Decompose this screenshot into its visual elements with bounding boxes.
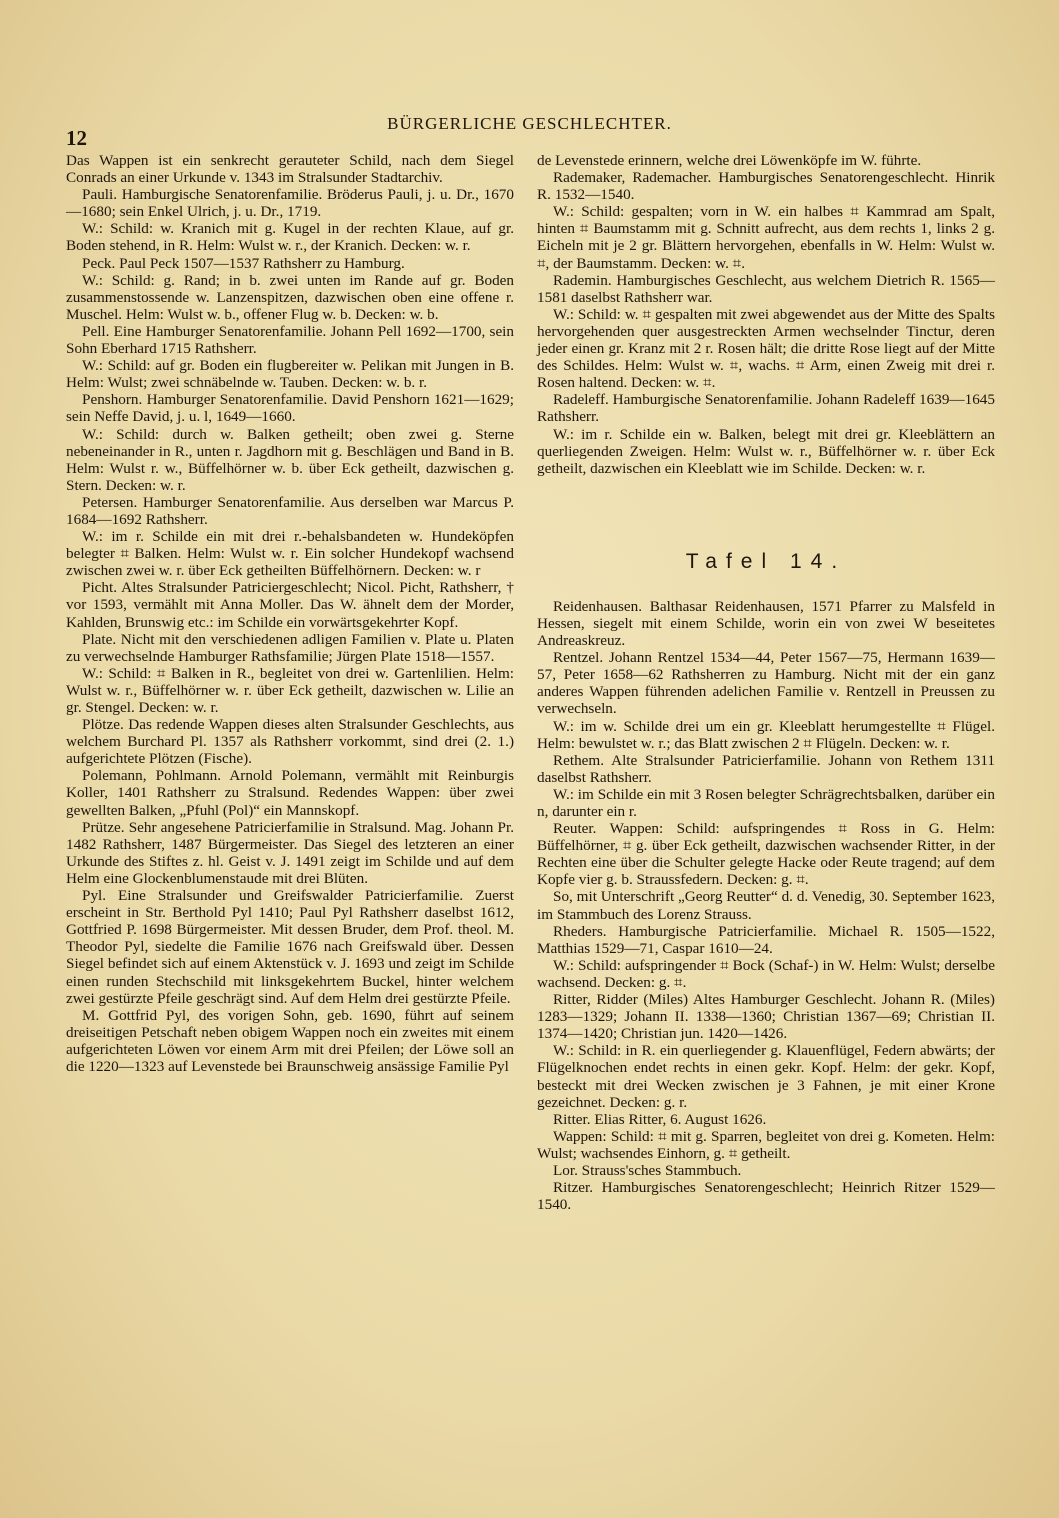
paragraph: W.: Schild: gespalten; vorn in W. ein halbes ⌗ Kammrad am Spalt, hinten ⌗ Baumstamm mit g. Schnitt aufrecht, aus dem rechts 1, links 2 g. Eicheln mit je 2 gr. Blättern hervorgehen, ebenfalls in W. Helm: Wulst w. ⌗, der Baumstamm. Decken: w. ⌗.: [537, 203, 995, 272]
paragraph: W.: im w. Schilde drei um ein gr. Kleeblatt herumgestellte ⌗ Flügel. Helm: bewulstet w. r.; das Blatt zwischen 2 ⌗ Flügeln. Decken: w. r.: [537, 717, 995, 752]
entry-ploetze: Plötze. Das redende Wappen dieses alten Stralsunder Geschlechts, aus welchem Burchard Pl. 1357 als Rathsherr vorkommt, sind drei (2. 1.) aufgerichtete Plötzen (Fische).: [66, 716, 514, 768]
paragraph: W.: Schild: durch w. Balken getheilt; oben zwei g. Sterne nebeneinander in R., unten r. Jagdhorn mit g. Beschlägen und Band in B. Helm: Wulst r. w., Büffelhörner w. b. über Eck getheilt, dazwischen g. Stern. Decken: w. r.: [66, 425, 514, 494]
entry-rademin: Rademin. Hamburgisches Geschlecht, aus welchem Dietrich R. 1565—1581 daselbst Rathsherr war.: [537, 271, 995, 306]
paragraph: M. Gottfrid Pyl, des vorigen Sohn, geb. 1690, führt auf seinem dreiseitigen Petschaft neben obigem Wappen noch ein zweites mit einem aufgerichteten Löwen vor einem Arm mit drei Pfeilen; der Löwe soll an die 1220—1323 auf Levenstede bei Braunschweig ansässige Familie Pyl: [66, 1006, 514, 1075]
entry-polemann: Polemann, Pohlmann. Arnold Polemann, vermählt mit Reinburgis Koller, 1401 Rathsherr zu Stralsund. Redendes Wappen: über zwei gewellten Balken, „Pfuhl (Pol)“ ein Mannskopf.: [66, 767, 514, 819]
entry-pell: Pell. Eine Hamburger Senatorenfamilie. Johann Pell 1692—1700, sein Sohn Eberhard 1715 Rathsherr.: [66, 322, 514, 358]
right-column: [537, 152, 995, 1213]
entry-rademaker: Rademaker, Rademacher. Hamburgisches Senatorengeschlecht. Hinrik R. 1532—1540.: [537, 169, 995, 204]
paragraph: W.: Schild: auf gr. Boden ein flugbereiter w. Pelikan mit Jungen in B. Helm: Wulst; zwei schnäbelnde w. Tauben. Decken: w. b. r.: [66, 357, 514, 392]
entry-reidenhausen: Reidenhausen. Balthasar Reidenhausen, 1571 Pfarrer zu Malsfeld in Hessen, siegelt mit einem Schilde, worin ein von zwei W beseitetes Andreaskreuz.: [537, 597, 995, 650]
entry-plate: Plate. Nicht mit den verschiedenen adligen Familien v. Plate u. Platen zu verwechselnde Hamburger Rathsfamilie; Jürgen Plate 1518—1557.: [66, 630, 514, 665]
paragraph: W.: Schild: g. Rand; in b. zwei unten im Rande auf gr. Boden zusammenstossende w. Lanzenspitzen, dazwischen oben eine offene r. Muschel. Helm: Wulst w. b., offener Flug w. b. Decken: w. b.: [66, 271, 514, 323]
entry-reuter: Reuter. Wappen: Schild: aufspringendes ⌗ Ross in G. Helm: Büffelhörner, ⌗ g. über Eck getheilt, dazwischen wachsender Ritter, in der Rechten eine über die Schulter gelegte Hacke oder Reute tragend; auf dem Kopfe vier g. b. Straussfedern. Decken: g. ⌗.: [537, 820, 995, 889]
entry-ritzer: Ritzer. Hamburgisches Senatorengeschlecht; Heinrich Ritzer 1529—1540.: [537, 1179, 995, 1214]
paragraph: Wappen: Schild: ⌗ mit g. Sparren, begleitet von drei g. Kometen. Helm: Wulst; wachsendes Einhorn, g. ⌗ getheilt.: [537, 1127, 995, 1162]
entry-pauli: Pauli. Hamburgische Senatorenfamilie. Bröderus Pauli, j. u. Dr., 1670—1680; sein Enkel Ulrich, j. u. Dr., 1719.: [66, 186, 514, 221]
page-number: 12: [66, 126, 87, 150]
entry-rentzel: Rentzel. Johann Rentzel 1534—44, Peter 1567—75, Hermann 1639—57, Peter 1658—62 Rathsherren zu Hamburg. Nicht mit der ein ganz anderes Wappen führenden adelichen Familie v. Rentzell in Preussen zu verwechseln.: [537, 649, 995, 718]
paragraph: W.: im Schilde ein mit 3 Rosen belegter Schrägrechtsbalken, darüber ein n, darunter ein r.: [537, 785, 995, 820]
entry-ritter-elias: Ritter. Elias Ritter, 6. August 1626.: [553, 1110, 767, 1128]
paragraph: Das Wappen ist ein senkrecht gerauteter Schild, nach dem Siegel Conrads an einer Urkunde v. 1343 im Stralsunder Stadtarchiv.: [66, 152, 514, 187]
paragraph: W.: Schild: in R. ein querliegender g. Klauenflügel, Federn abwärts; der Flügelknochen endet rechts in einen gekr. Kopf. Helm: der gekr. Kopf, besteckt mit drei Wecken zwischen je 3 Fahnen, je mit einer Krone gezeichnet. Decken: g. r.: [537, 1042, 995, 1111]
entry-rethem: Rethem. Alte Stralsunder Patricierfamilie. Johann von Rethem 1311 daselbst Rathsherr.: [537, 751, 995, 786]
paragraph: W.: Schild: w. ⌗ gespalten mit zwei abgewendet aus der Mitte des Spalts hervorgehenden quer ausgestreckten Armen wechselnder Tinctur, deren jeder einen gr. Kranz mit 2 r. Rosen hält; die dritte Rose liegt auf der Mitte des Schildes. Helm: Wulst w. ⌗, wachs. ⌗ Arm, einen Zweig mit drei r. Rosen haltend. Decken: w. ⌗.: [537, 305, 995, 392]
entry-radeleff: Radeleff. Hamburgische Senatorenfamilie. Johann Radeleff 1639—1645 Rathsherr.: [537, 391, 995, 426]
paragraph: W.: Schild: w. Kranich mit g. Kugel in der rechten Klaue, auf gr. Boden stehend, in R. Helm: Wulst w. r., der Kranich. Decken: w. r.: [66, 220, 514, 255]
left-column: [66, 152, 514, 1075]
paragraph: Lor. Strauss'sches Stammbuch.: [553, 1161, 742, 1179]
paragraph: W.: Schild: aufspringender ⌗ Bock (Schaf-) in W. Helm: Wulst; derselbe wachsend. Decken: g. ⌗.: [537, 956, 995, 991]
running-title: BÜRGERLICHE GESCHLECHTER.: [387, 114, 672, 133]
paragraph: W.: Schild: ⌗ Balken in R., begleitet von drei w. Gartenlilien. Helm: Wulst w. r., Büffelhörner w. r. über Eck getheilt, dazwischen w. Lilie an gr. Stengel. Decken: w. r.: [66, 664, 514, 716]
paragraph: So, mit Unterschrift „Georg Reutter“ d. d. Venedig, 30. September 1623, im Stammbuch des Lorenz Strauss.: [537, 888, 995, 923]
entry-petersen: Petersen. Hamburger Senatorenfamilie. Aus derselben war Marcus P. 1684—1692 Rathsherr.: [66, 493, 514, 528]
paragraph: de Levenstede erinnern, welche drei Löwenköpfe im W. führte.: [537, 152, 922, 169]
entry-pyl: Pyl. Eine Stralsunder und Greifswalder Patricierfamilie. Zuerst erscheint in Str. Berthold Pyl 1410; Paul Pyl Rathsherr daselbst 1612, Gottfried P. 1698 Bürgermeister. Mit dessen Bruder, dem Prof. theol. M. Theodor Pyl, siedelte die Familie 1676 nach Greifswald über. Dessen Siegel befindet sich auf einem Aktenstück v. J. 1693 und zeigt im Schilde einen runden Stechschild mit linksgekehrtem Buckel, hinter welchem zwei gestürzte Pfeile geschrägt sind. Auf dem Helm drei gestürzte Pfeile.: [66, 887, 514, 1007]
paragraph: W.: im r. Schilde ein w. Balken, belegt mit drei gr. Kleeblättern an querliegenden Zweigen. Helm: Wulst w. r., Büffelhörner w. r. über Eck getheilt, dazwischen ein Kleeblatt wie im Schilde. Decken: w. r.: [537, 425, 995, 477]
section-heading: Tafel 14.: [685, 549, 847, 573]
entry-peck: Peck. Paul Peck 1507—1537 Rathsherr zu Hamburg.: [82, 254, 405, 272]
entry-picht: Picht. Altes Stralsunder Patriciergeschlecht; Nicol. Picht, Rathsherr, † vor 1593, vermählt mit Anna Moller. Das W. ähnelt dem der Morder, Kahlden, Brunswig etc.: im Schilde ein vorwärtsgekehrter Kopf.: [66, 579, 514, 631]
entry-ritter: Ritter, Ridder (Miles) Altes Hamburger Geschlecht. Johann R. (Miles) 1283—1329; Johann II. 1338—1360; Christian 1367—69; Christian II. 1374—1420; Christian jun. 1420—1426.: [537, 991, 995, 1043]
entry-penshorn: Penshorn. Hamburger Senatorenfamilie. David Penshorn 1621—1629; sein Neffe David, j. u. l, 1649—1660.: [66, 391, 514, 426]
paragraph: W.: im r. Schilde ein mit drei r.-behalsbandeten w. Hundeköpfen belegter ⌗ Balken. Helm: Wulst w. r. Ein solcher Hundekopf wachsend zwischen zwei w. r. über Eck getheilten Büffelhörnern. Decken: w. r: [66, 528, 514, 580]
entry-rheders: Rheders. Hamburgische Patricierfamilie. Michael R. 1505—1522, Matthias 1529—71, Caspar 1610—24.: [537, 922, 995, 957]
entry-pruetze: Prütze. Sehr angesehene Patricierfamilie in Stralsund. Mag. Johann Pr. 1482 Rathsherr, 1487 Bürgermeister. Das Siegel des letzteren an einer Urkunde des Stiftes z. hl. Geist v. J. 1491 zeigt im Schilde und auf dem Helm eine Glockenblumenstaude mit drei Blüten.: [66, 818, 514, 887]
